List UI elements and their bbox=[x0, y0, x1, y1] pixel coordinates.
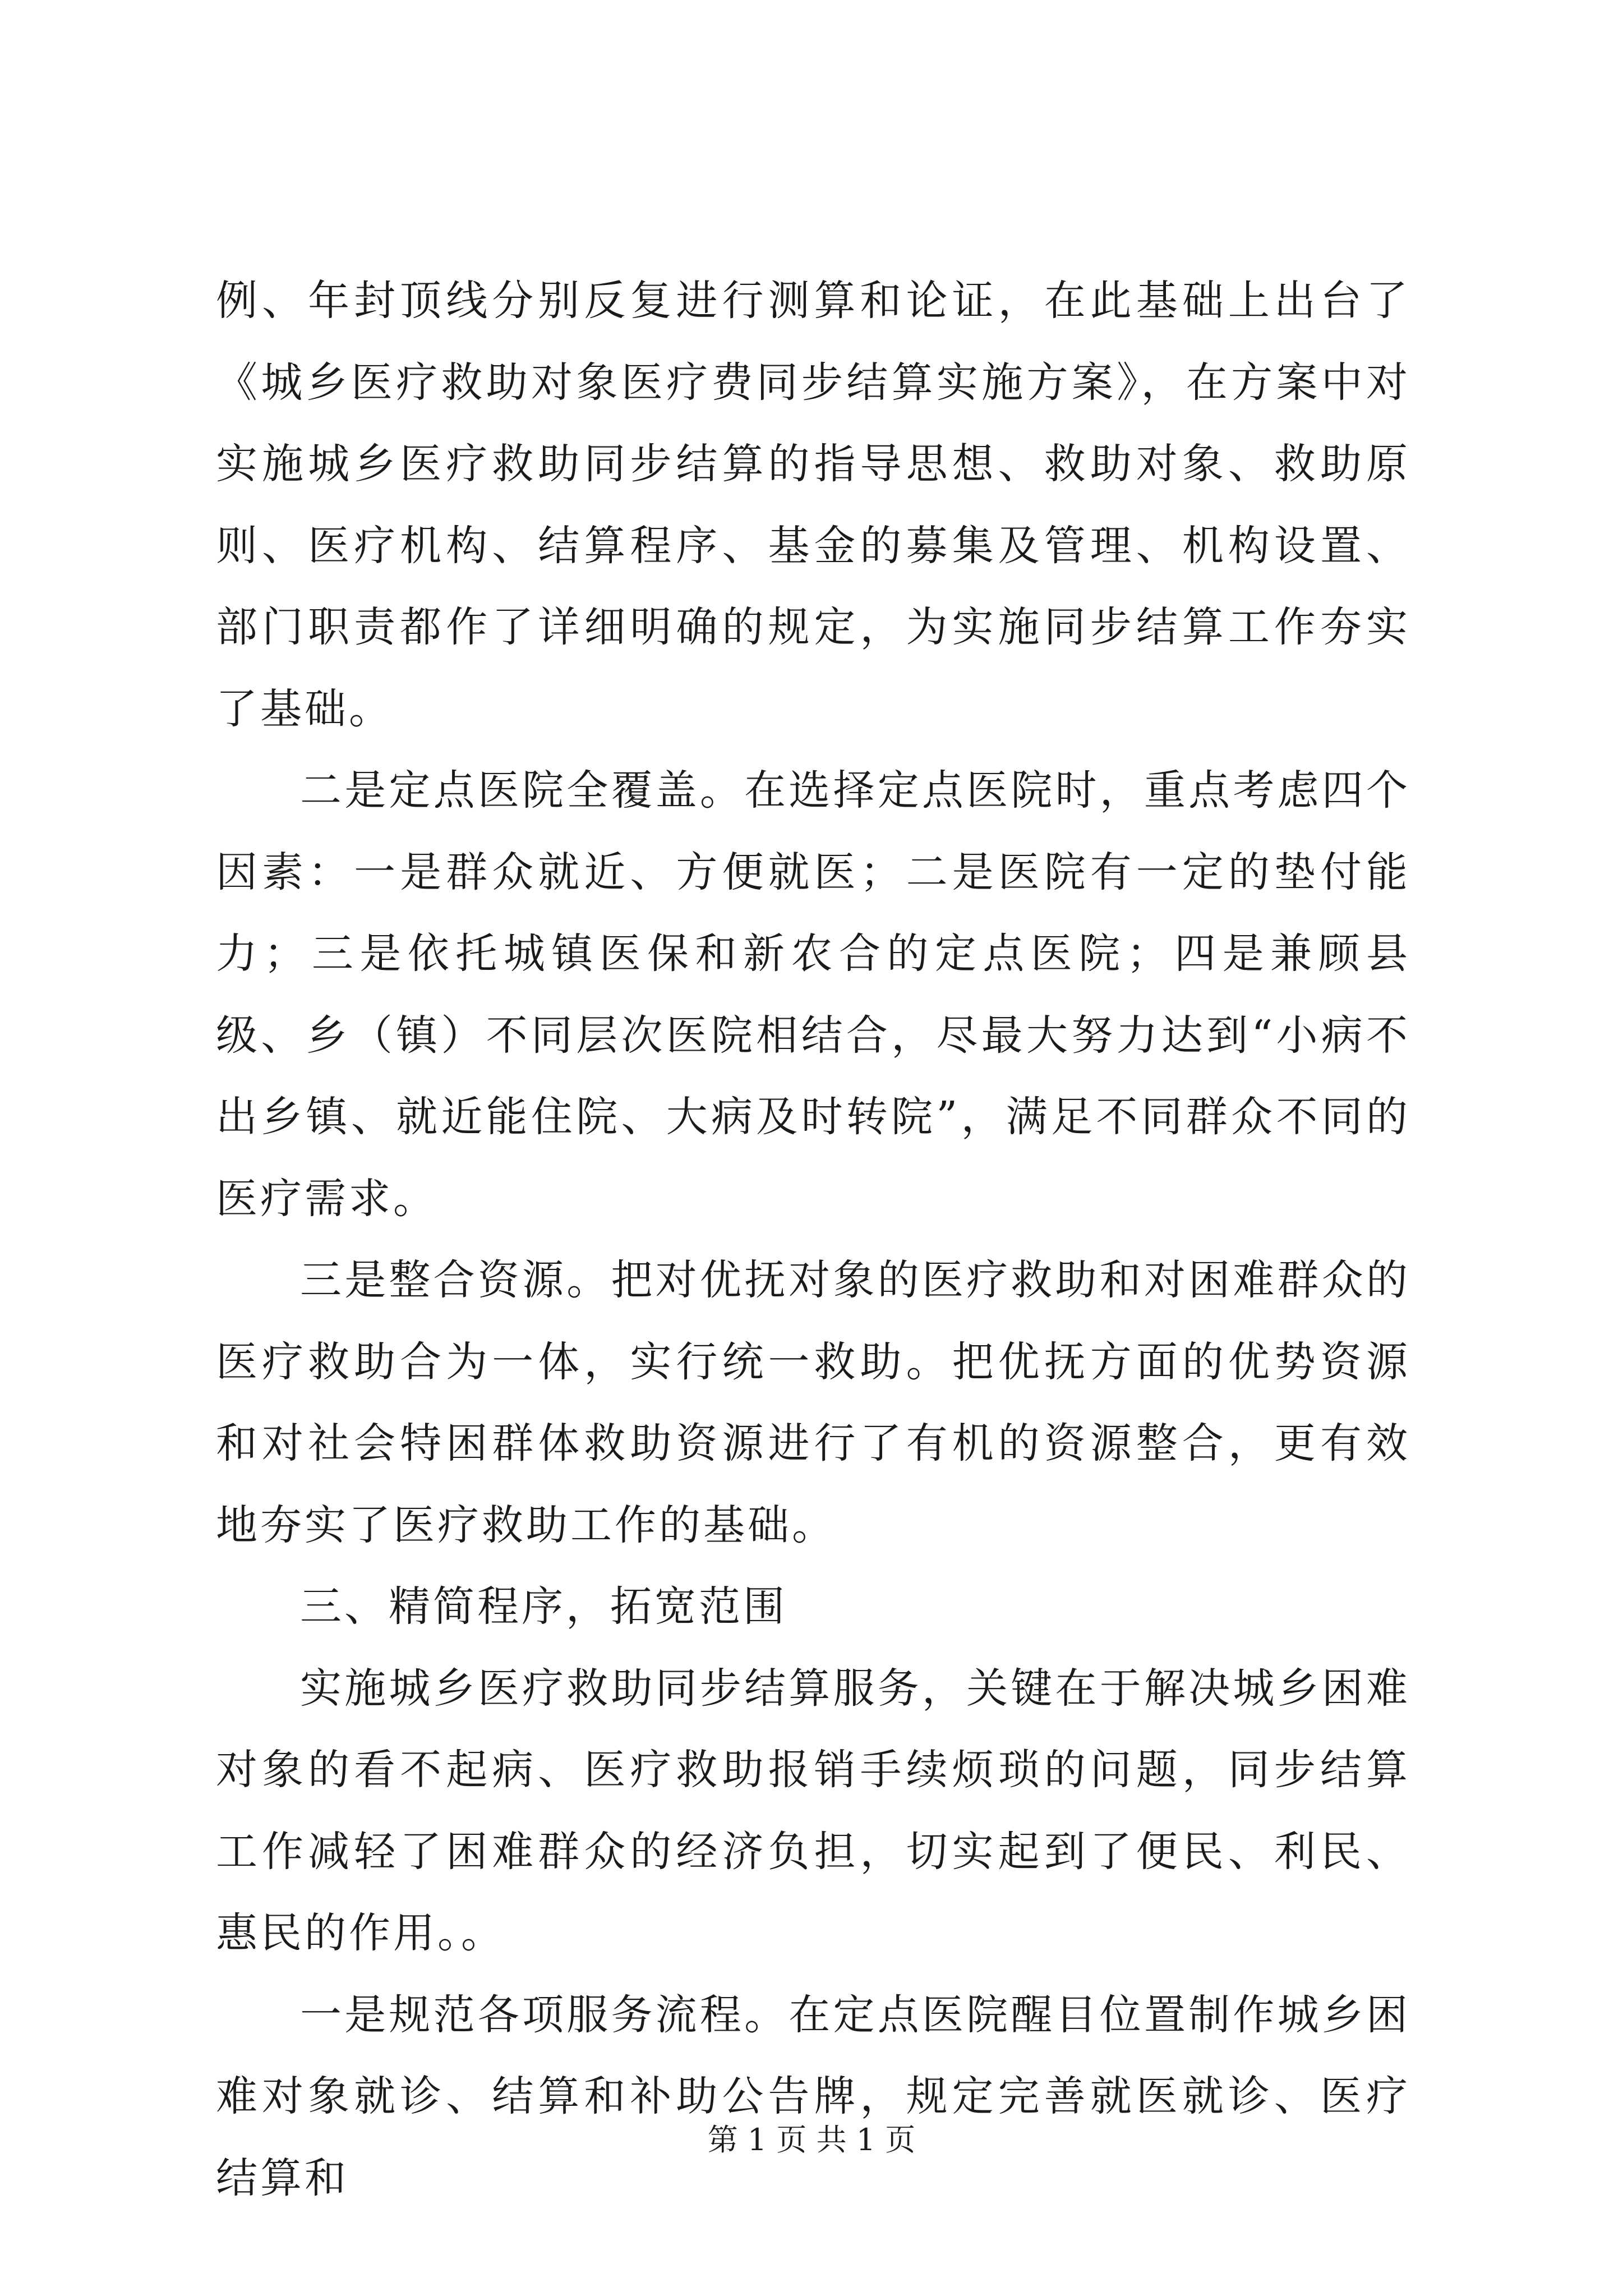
page-footer: 第 1 页 共 1 页 bbox=[707, 2122, 916, 2157]
section-heading-simplify-procedures: 三、精简程序，拓宽范围 bbox=[300, 1582, 787, 1631]
paragraph-resource-integration: 三是整合资源。把对优抚对象的医疗救助和对困难群众的医疗救助合为一体，实行统一救助。把优抚方面的优势资源和对社会特困群体救助资源进行了有机的资源整合，更有效地夯实了医疗救助工作的基础。 bbox=[216, 1256, 1410, 1549]
paragraph-synchronous-settlement: 实施城乡医疗救助同步结算服务，关键在于解决城乡困难对象的看不起病、医疗救助报销手续烦琐的问题，同步结算工作减轻了困难群众的经济负担，切实起到了便民、利民、惠民的作用。。 bbox=[216, 1664, 1410, 1957]
paragraph-designated-hospitals: 二是定点医院全覆盖。在选择定点医院时，重点考虑四个因素：一是群众就近、方便就医；二是医院有一定的垫付能力；三是依托城镇医保和新农合的定点医院；四是兼顾县级、乡（镇）不同层次医院相结合，尽最大努力达到“小病不出乡镇、就近能住院、大病及时转院”，满足不同群众不同的医疗需求。 bbox=[216, 766, 1410, 1223]
paragraph-continuation: 例、年封顶线分别反复进行测算和论证，在此基础上出台了《城乡医疗救助对象医疗费同步结算实施方案》，在方案中对实施城乡医疗救助同步结算的指导思想、救助对象、救助原则、医疗机构、结算程序、基金的募集及管理、机构设置、部门职责都作了详细明确的规定，为实施同步结算工作夯实了基础。 bbox=[216, 277, 1410, 733]
paragraph-service-process: 一是规范各项服务流程。在定点医院醒目位置制作城乡困难对象就诊、结算和补助公告牌，规定完善就医就诊、医疗结算和 bbox=[216, 1990, 1410, 2202]
document-body bbox=[216, 260, 1410, 2219]
